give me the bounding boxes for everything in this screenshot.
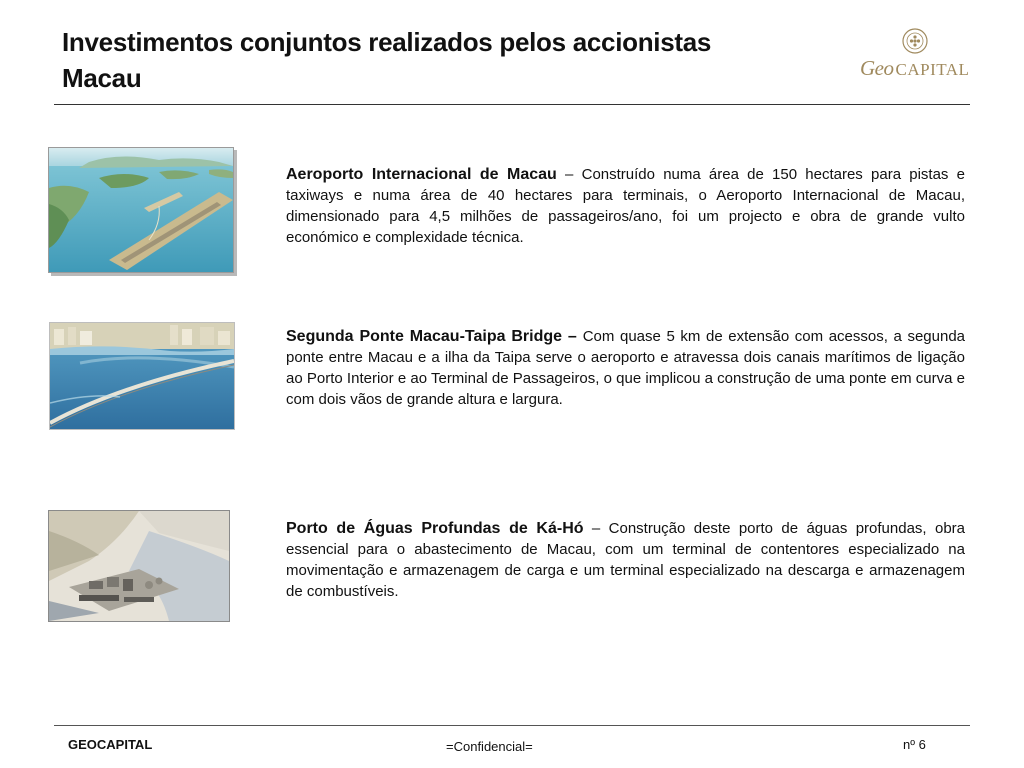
- geocapital-logo: [860, 26, 972, 86]
- bridge-separator: –: [562, 328, 583, 345]
- logo-capital-text: CAPITAL: [895, 60, 970, 79]
- page-number: nº 6: [903, 737, 926, 752]
- port-heading: Porto de Águas Profundas de Ká-Hó: [286, 520, 584, 537]
- port-description: [286, 518, 965, 602]
- bridge-heading: Segunda Ponte Macau-Taipa Bridge: [286, 328, 563, 345]
- bridge-photo: [49, 322, 235, 430]
- airport-photo: [48, 147, 234, 273]
- logo-geo-text: Geo: [860, 56, 894, 80]
- logo-emblem-icon: [900, 26, 930, 56]
- slide-title-line-2: Macau: [62, 63, 142, 93]
- footer-company: GEOCAPITAL: [68, 737, 153, 752]
- airport-separator: –: [556, 166, 582, 183]
- footer-confidential-label: =Confidencial=: [446, 739, 533, 754]
- port-photo: [48, 510, 230, 622]
- footer-divider: [54, 725, 970, 726]
- airport-description: [286, 164, 965, 248]
- port-separator: –: [583, 520, 609, 537]
- slide-title-line-1: Investimentos conjuntos realizados pelos accionistas: [62, 27, 712, 57]
- bridge-description: [286, 326, 965, 410]
- title-divider: [54, 104, 970, 105]
- airport-heading: Aeroporto Internacional de Macau: [286, 166, 557, 183]
- port-body: Construção deste porto de águas profundas, obra essencial para o abastecimento de Macau, com um terminal de contentores especializado na movimentação e armazenagem de carga e um terminal especializado na descarga e armazenagem de combustíveis.: [286, 520, 965, 600]
- airport-body: Construído numa área de 150 hectares para pistas e taxiways e numa área de 40 hectares para terminais, o Aeroporto Internacional de Macau, dimensionado para 4,5 milhões de passageiros/ano, foi um projecto e obra de grande vulto económico e complexidade técnica.: [286, 166, 965, 246]
- bridge-body: Com quase 5 km de extensão com acessos, a segunda ponte entre Macau e a ilha da Taipa serve o aeroporto e atravessa dois canais marítimos de ligação ao Porto Interior e ao Terminal de Passageiros, o que implicou a construção de uma ponte em curva e com dois vãos de grande altura e largura.: [286, 328, 966, 408]
- slide-title: [62, 24, 822, 96]
